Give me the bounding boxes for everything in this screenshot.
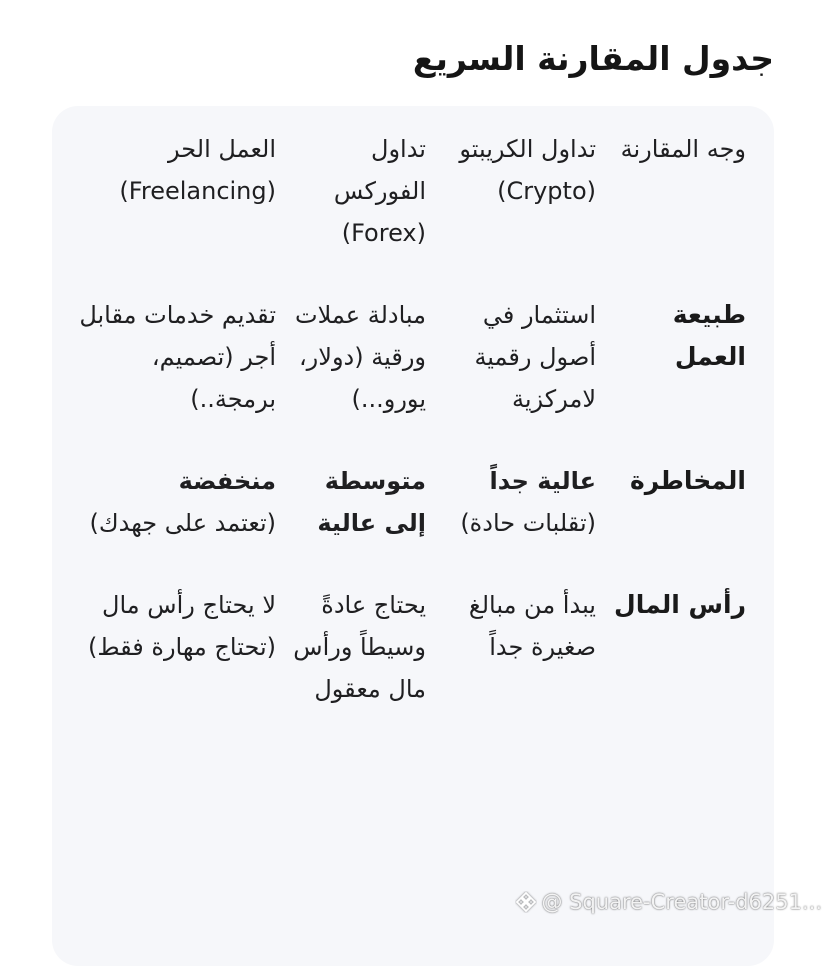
- cell-nature-freelance: تقديم خدمات مقابل أجر (تصميم، برمجة..): [79, 301, 276, 413]
- row-label-capital: رأس المال: [614, 590, 746, 619]
- cell-capital-freelance: لا يحتاج رأس مال (تحتاج مهارة فقط): [88, 591, 276, 661]
- comparison-table-card: [52, 106, 774, 966]
- table-header-row: [66, 128, 746, 294]
- risk-level-forex: متوسطة إلى عالية: [317, 467, 426, 537]
- table-row-nature: [66, 294, 746, 460]
- table-row-risk: [66, 460, 746, 584]
- comparison-table: [66, 128, 746, 730]
- page-title: جدول المقارنة السريع: [412, 39, 774, 78]
- cell-capital-crypto: يبدأ من مبالغ صغيرة جداً: [468, 591, 596, 661]
- header-aspect: وجه المقارنة: [620, 135, 746, 163]
- cell-risk-freelance: [66, 460, 276, 584]
- cell-risk-crypto: [426, 460, 596, 584]
- risk-detail-freelance: (تعتمد على جهدك): [89, 509, 276, 537]
- binance-square-logo-icon: [515, 891, 537, 913]
- risk-level-crypto: عالية جداً: [489, 467, 596, 495]
- header-forex: تداول الفوركس (Forex): [333, 135, 426, 247]
- risk-detail-crypto: (تقلبات حادة): [460, 509, 596, 537]
- cell-nature-forex: مبادلة عملات ورقية (دولار، يورو...): [294, 301, 426, 413]
- table-row-capital: [66, 584, 746, 730]
- watermark: [515, 890, 822, 914]
- cell-nature-crypto: استثمار في أصول رقمية لامركزية: [474, 301, 596, 413]
- risk-level-freelance: منخفضة: [178, 467, 276, 495]
- row-label-risk: المخاطرة: [630, 466, 746, 495]
- header-freelance: العمل الحر (Freelancing): [119, 135, 276, 205]
- header-crypto: تداول الكريبتو (Crypto): [459, 135, 596, 205]
- row-label-nature: طبيعة العمل: [672, 300, 746, 371]
- cell-risk-forex: [276, 460, 426, 584]
- watermark-text: @ Square-Creator-d6251...: [541, 890, 822, 914]
- cell-capital-forex: يحتاج عادةً وسيطاً ورأس مال معقول: [293, 591, 426, 703]
